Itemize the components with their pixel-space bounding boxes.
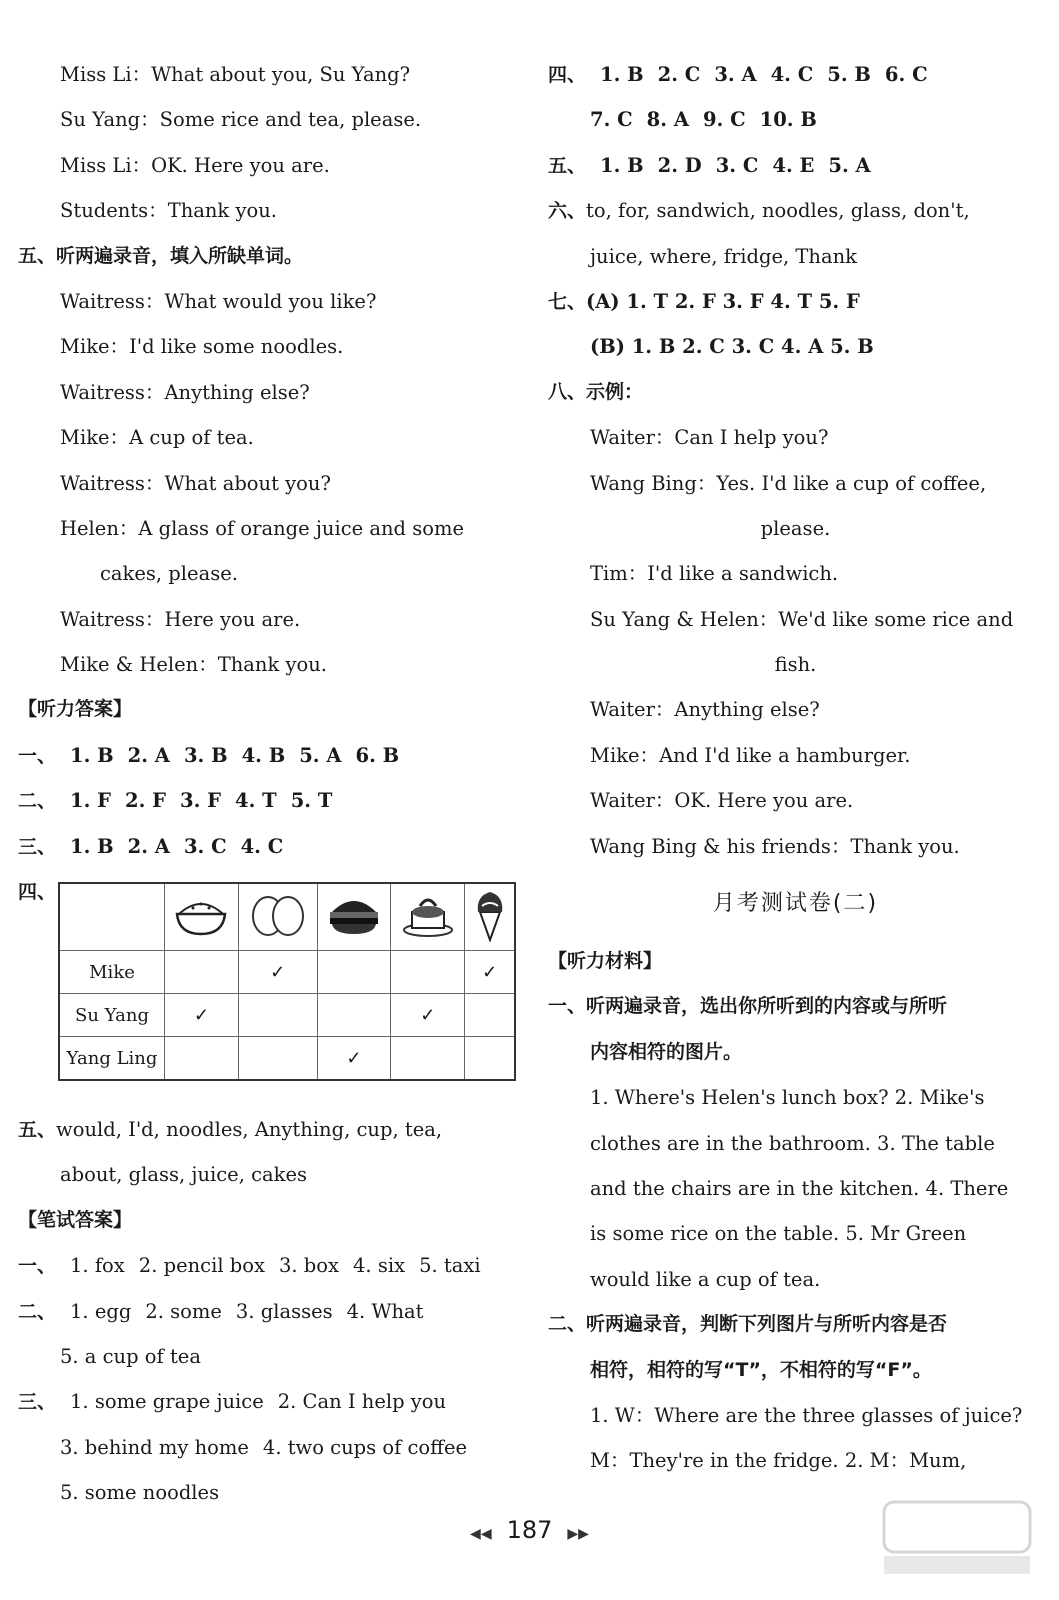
answer-item: 5. A — [828, 153, 871, 177]
dialog3-text: Can I help you? — [674, 426, 829, 450]
answer-item: 3. B — [183, 743, 228, 767]
dialog3-text: Thank you. — [850, 834, 960, 858]
answer-item: 1. B — [70, 834, 114, 858]
dialog3-text: please. — [760, 516, 831, 540]
right-answer-row — [548, 279, 1043, 324]
next-arrows-icon: ▶▶ — [567, 1526, 589, 1542]
dialog3-line — [548, 506, 1043, 551]
table-cell — [165, 1037, 239, 1081]
answer-item: 2. pencil box — [138, 1254, 265, 1278]
dialog2-speaker: Waitress： — [60, 380, 165, 404]
answer-item: 3. F — [180, 789, 222, 813]
dialog3-line — [548, 597, 1043, 642]
answer-text: (A) 1. T 2. F 3. F 4. T 5. F — [586, 289, 860, 313]
answer-item: 4. C — [770, 63, 814, 86]
dialog3-line — [548, 733, 1043, 778]
table-cell — [317, 951, 391, 994]
written-answers-title: 【笔试答案】 — [18, 1208, 133, 1231]
q1-line: clothes are in the bathroom. 3. The table — [590, 1131, 995, 1155]
answer-item: 1. F — [70, 789, 112, 813]
dialog3-speaker: Mike： — [590, 743, 660, 767]
answer-item: 4. E — [772, 153, 815, 177]
answer-item: 5. A — [299, 743, 342, 767]
table-cell: ✓ — [238, 951, 317, 994]
answer-item: 8. A — [646, 108, 689, 132]
right-column — [548, 52, 1043, 1484]
rice-bowl-icon — [165, 883, 239, 951]
answer-label: 六、 — [548, 200, 587, 223]
answer-item: 1. fox — [70, 1254, 125, 1278]
dialog2-text: Thank you. — [217, 653, 327, 677]
dialog2-line — [18, 279, 523, 324]
table-corner — [59, 883, 165, 951]
prev-arrows-icon: ◀◀ — [470, 1526, 492, 1542]
answer-item: 6. C — [884, 63, 928, 86]
dialog1-speaker: Students： — [60, 199, 168, 223]
answer-label: 二、 — [18, 1300, 57, 1323]
table-row — [59, 994, 515, 1037]
section-eight-title: 八、示例： — [548, 380, 644, 403]
right-answer-row: (B) 1. B 2. C 3. C 4. A 5. B — [590, 335, 874, 359]
written-row — [18, 1289, 523, 1334]
dialog3-speaker: Waiter： — [590, 698, 675, 722]
answer-item: 2. A — [127, 743, 170, 767]
q1-line: and the chairs are in the kitchen. 4. There — [590, 1176, 1009, 1200]
table-header-row — [59, 883, 515, 951]
test-title: 月考测试卷(二) — [712, 891, 879, 917]
dialog1-text: Some rice and tea, please. — [159, 108, 422, 132]
right-answer-row — [548, 143, 1043, 188]
dialog3-text: Anything else? — [674, 698, 820, 722]
dialog3-line — [548, 824, 1043, 869]
written-row — [18, 1243, 523, 1288]
dialog3-line — [548, 642, 1043, 687]
table-cell — [238, 994, 317, 1037]
dialog1-line — [18, 143, 523, 188]
answer-label: 四、 — [548, 64, 587, 86]
answer-item: 5. B — [827, 63, 871, 86]
answer-item: 1. some grape juice — [70, 1390, 264, 1414]
written-row — [18, 1379, 523, 1424]
answer-item: 5. T — [290, 789, 333, 813]
answer-item: 1. egg — [70, 1299, 132, 1323]
answer-label: 七、 — [548, 290, 587, 313]
answer-item: 4. What — [346, 1299, 424, 1323]
answer-label: 一、 — [18, 744, 57, 767]
q1-line: is some rice on the table. 5. Mr Green — [590, 1222, 967, 1246]
answer-item: 7. C — [590, 108, 633, 132]
dialog2-text: A glass of orange juice and some — [138, 516, 464, 540]
dialog2-speaker: Waitress： — [60, 289, 165, 313]
dialog2-text: What would you like? — [164, 289, 377, 313]
cake-icon — [391, 883, 465, 951]
answer-label: 三、 — [18, 835, 57, 858]
dialog1-line — [18, 97, 523, 142]
table-cell — [465, 1037, 515, 1081]
answer-item: 2. F — [125, 789, 167, 813]
q1-title-line1: 一、听两遍录音，选出你所听到的内容或与所听 — [548, 995, 948, 1018]
dialog1-line — [18, 188, 523, 233]
answer-item: 2. D — [657, 153, 702, 177]
table-cell — [238, 1037, 317, 1081]
dialog2-text: cakes, please. — [100, 562, 238, 586]
listening-answer-row — [18, 733, 523, 778]
answer-item: 6. B — [355, 743, 400, 767]
q1-title-line2: 内容相符的图片。 — [590, 1040, 743, 1063]
dialog2-text: Here you are. — [164, 607, 301, 631]
dialog2-line — [18, 461, 523, 506]
dialog3-speaker: Wang Bing： — [590, 471, 717, 495]
answer-item: 3. C — [183, 834, 227, 858]
dialog3-line — [548, 778, 1043, 823]
answer5-line1: would, I'd, noodles, Anything, cup, tea, — [56, 1118, 443, 1142]
answer-item: 4. C — [240, 834, 284, 858]
dialog3-text: fish. — [774, 653, 817, 677]
answer-item: 2. A — [127, 834, 170, 858]
answer-label: 五、 — [548, 154, 587, 177]
answer-item: 1. B — [600, 153, 644, 177]
dialog3-line — [548, 415, 1043, 460]
page-number: 187 — [506, 1516, 553, 1544]
answer-item: 10. B — [759, 108, 817, 132]
table-row — [59, 951, 515, 994]
answer-item: 2. Can I help you — [277, 1390, 447, 1414]
answer-item: 2. some — [145, 1299, 222, 1323]
food-table — [58, 882, 516, 1081]
answer-label: 二、 — [18, 790, 57, 813]
answer-item: 4. B — [241, 743, 286, 767]
watermark-logo-icon — [882, 1498, 1032, 1578]
right-answer-row — [548, 97, 1043, 142]
dialog3-speaker: Waiter： — [590, 789, 675, 813]
dialog2-speaker: Waitress： — [60, 607, 165, 631]
table-cell: ✓ — [391, 994, 465, 1037]
written-row: 5. some noodles — [60, 1481, 220, 1505]
answer-label: 三、 — [18, 1391, 57, 1414]
dialog2-speaker: Helen： — [60, 516, 139, 540]
hamburger-icon — [317, 883, 391, 951]
answer-text: to, for, sandwich, noodles, glass, don't, — [586, 199, 970, 223]
dialog2-speaker: Waitress： — [60, 471, 165, 495]
q2-line: 1. W：Where are the three glasses of juice? — [590, 1403, 1023, 1427]
dialog2-speaker: Mike & Helen： — [60, 653, 218, 677]
table-cell — [165, 951, 239, 994]
q2-title-line2: 相符，相符的写“T”，不相符的写“F”。 — [590, 1358, 932, 1381]
dialog2-line — [18, 415, 523, 460]
dialog2-line — [18, 370, 523, 415]
answer-item: 2. C — [657, 63, 701, 86]
q2-line: M：They're in the fridge. 2. M：Mum, — [590, 1449, 967, 1473]
dialog2-line — [18, 506, 523, 551]
dialog3-text: OK. Here you are. — [674, 789, 854, 813]
table-cell — [391, 951, 465, 994]
dialog3-speaker: Wang Bing & his friends： — [590, 834, 851, 858]
left-column — [18, 52, 523, 1516]
answer-item: 3. behind my home — [60, 1435, 249, 1459]
dialog2-speaker: Mike： — [60, 335, 130, 359]
written-row: 5. a cup of tea — [60, 1344, 201, 1368]
answer-item: 4. T — [235, 789, 277, 813]
dialog1-text: What about you, Su Yang? — [151, 63, 411, 86]
dialog2-speaker: Mike： — [60, 426, 130, 450]
dialog3-line — [548, 461, 1043, 506]
dialog2-line — [18, 642, 523, 687]
table-cell: ✓ — [465, 951, 515, 994]
table-row-name: Mike — [59, 951, 165, 994]
dialog1-line — [18, 52, 523, 97]
dialog1-speaker: Miss Li： — [60, 63, 152, 86]
dialog3-text: I'd like a sandwich. — [647, 562, 839, 586]
dialog3 — [548, 415, 1043, 869]
answer5-line2: about, glass, juice, cakes — [60, 1163, 308, 1187]
dialog3-text: And I'd like a hamburger. — [659, 743, 911, 767]
right-answer-row — [548, 52, 1043, 97]
answer-item: 9. C — [702, 108, 746, 132]
dialog2-line — [18, 324, 523, 369]
table-cell — [391, 1037, 465, 1081]
table-label: 四、 — [18, 881, 57, 904]
answer-label: 一、 — [18, 1255, 57, 1278]
table-cell — [317, 994, 391, 1037]
dialog1-text: Thank you. — [167, 199, 277, 223]
dialog3-text: Yes. I'd like a cup of coffee, — [716, 471, 987, 495]
section-five-title: 五、听两遍录音，填入所缺单词。 — [18, 244, 304, 267]
table-cell: ✓ — [165, 994, 239, 1037]
dialog2-text: A cup of tea. — [129, 426, 254, 450]
dialog3-speaker: Tim： — [590, 562, 648, 586]
table-row — [59, 1037, 515, 1081]
answer-item: 1. B — [70, 743, 114, 767]
right-answer-row — [548, 188, 1043, 233]
dialog2-text: I'd like some noodles. — [129, 335, 344, 359]
dialog2-text: What about you? — [164, 471, 331, 495]
dialog2-text: Anything else? — [164, 380, 310, 404]
answer-item: 3. box — [278, 1254, 340, 1278]
dialog3-line — [548, 551, 1043, 596]
q1-line: 1. Where's Helen's lunch box? 2. Mike's — [590, 1086, 985, 1110]
material-title: 【听力材料】 — [548, 950, 663, 973]
table-cell: ✓ — [317, 1037, 391, 1081]
listening-answer-row — [18, 778, 523, 823]
right-answer-row: juice, where, fridge, Thank — [590, 244, 857, 268]
answer-item: 1. B — [600, 63, 644, 86]
listening-answers-title: 【听力答案】 — [18, 698, 133, 721]
q1-line: would like a cup of tea. — [590, 1267, 821, 1291]
dialog3-speaker: Waiter： — [590, 426, 675, 450]
table-cell — [465, 994, 515, 1037]
answer-item: 3. glasses — [235, 1299, 333, 1323]
q2-title-line1: 二、听两遍录音，判断下列图片与所听内容是否 — [548, 1313, 948, 1336]
dialog1-speaker: Miss Li： — [60, 153, 152, 177]
answer-item: 4. six — [353, 1254, 406, 1278]
listening-answer-row — [18, 824, 523, 869]
dialog2-line — [18, 551, 523, 596]
answer-item: 3. C — [715, 153, 759, 177]
table-row-name: Su Yang — [59, 994, 165, 1037]
eggs-icon — [238, 883, 317, 951]
dialog3-speaker: Su Yang & Helen： — [590, 607, 779, 631]
dialog1-speaker: Su Yang： — [60, 108, 160, 132]
written-row — [18, 1425, 523, 1470]
table-row-name: Yang Ling — [59, 1037, 165, 1081]
answer-item: 3. A — [714, 63, 757, 86]
dialog3-line — [548, 687, 1043, 732]
answer5-label: 五、 — [18, 1119, 57, 1142]
ice-cream-icon — [465, 883, 515, 951]
dialog1-text: OK. Here you are. — [151, 153, 330, 177]
answer-item: 4. two cups of coffee — [262, 1435, 468, 1459]
dialog2-line — [18, 597, 523, 642]
answer-item: 5. taxi — [419, 1254, 481, 1278]
dialog3-text: We'd like some rice and — [778, 607, 1014, 631]
